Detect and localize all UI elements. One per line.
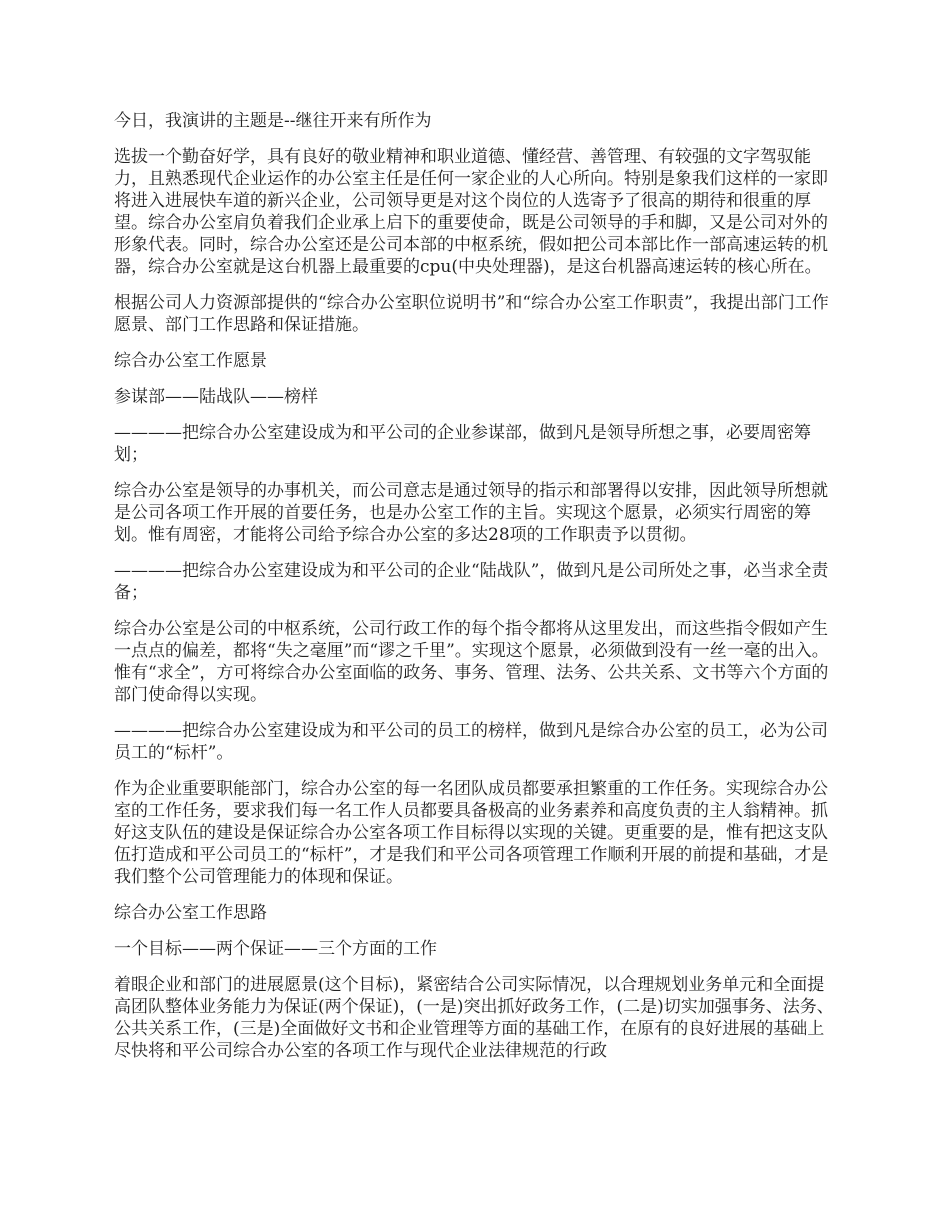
- paragraph-approach-detail: 着眼企业和部门的进展愿景(这个目标)，紧密结合公司实际情况，以合理规划业务单元和全面提高团队整体业务能力为保证(两个保证)，(一是)突出抓好政务工作，(二是)切实加强事务、法务、公共关系工作，(三是)全面做好文书和企业管理等方面的基础工作，在原有的良好进展的基础上尽快将和平公司综合办公室的各项工作与现代企业法律规范的行政: [114, 975, 834, 1061]
- paragraph-intro: 今日，我演讲的主题是--继往开来有所作为: [114, 111, 432, 131]
- paragraph-basis: 根据公司人力资源部提供的“综合办公室职位说明书”和“综合办公室工作职责”，我提出部门工作愿景、部门工作思路和保证措施。: [114, 293, 829, 335]
- paragraph-vision-model-detail: 作为企业重要职能部门，综合办公室的每一名团队成员都要承担繁重的工作任务。实现综合办公室的工作任务，要求我们每一名工作人员都要具备极高的业务素养和高度负责的主人翁精神。抓好这支队伍的建设是保证综合办公室各项工作目标得以实现的关键。更重要的是，惟有把这支队伍打造成和平公司员工的“标杆”，才是我们和平公司各项管理工作顺利开展的前提和基础，才是我们整个公司管理能力的体现和保证。: [114, 779, 829, 887]
- subheading-approach-summary: 一个目标——两个保证——三个方面的工作: [114, 939, 437, 959]
- subheading-vision-summary: 参谋部——陆战队——榜样: [114, 387, 318, 407]
- section-heading-vision: 综合办公室工作愿景: [114, 351, 267, 371]
- document-body: [114, 110, 838, 1076]
- paragraph-background: 选拔一个勤奋好学，具有良好的敬业精神和职业道德、懂经营、善管理、有较强的文字驾驭能力，且熟悉现代企业运作的办公室主任是任何一家企业的人心所向。特别是象我们这样的一家即将进入进展快车道的新兴企业，公司领导更是对这个岗位的人选寄予了很高的期待和很重的厚望。综合办公室肩负着我们企业承上启下的重要使命，既是公司领导的手和脚，又是公司对外的形象代表。同时，综合办公室还是公司本部的中枢系统，假如把公司本部比作一部高速运转的机器，综合办公室就是这台机器上最重要的cpu(中央处理器)，是这台机器高速运转的核心所在。: [114, 147, 828, 277]
- paragraph-vision-staff: ————把综合办公室建设成为和平公司的企业参谋部，做到凡是领导所想之事，必要周密筹划；: [114, 423, 811, 465]
- paragraph-vision-staff-detail: 综合办公室是领导的办事机关，而公司意志是通过领导的指示和部署得以安排，因此领导所想就是公司各项工作开展的首要任务，也是办公室工作的主旨。实现这个愿景，必须实行周密的筹划。惟有周密，才能将公司给予综合办公室的多达28项的工作职责予以贯彻。: [114, 481, 828, 545]
- paragraph-vision-marines-detail: 综合办公室是公司的中枢系统，公司行政工作的每个指令都将从这里发出，而这些指令假如产生一点点的偏差，都将“失之毫厘”而“谬之千里”。实现这个愿景，必须做到没有一丝一毫的出入。惟有“求全”，方可将综合办公室面临的政务、事务、管理、法务、公共关系、文书等六个方面的部门使命得以实现。: [114, 619, 829, 705]
- section-heading-approach: 综合办公室工作思路: [114, 903, 267, 923]
- paragraph-vision-model: ————把综合办公室建设成为和平公司的员工的榜样，做到凡是综合办公室的员工，必为公司员工的“标杆”。: [114, 721, 828, 763]
- paragraph-vision-marines: ————把综合办公室建设成为和平公司的企业“陆战队”，做到凡是公司所处之事，必当求全责备；: [114, 561, 829, 603]
